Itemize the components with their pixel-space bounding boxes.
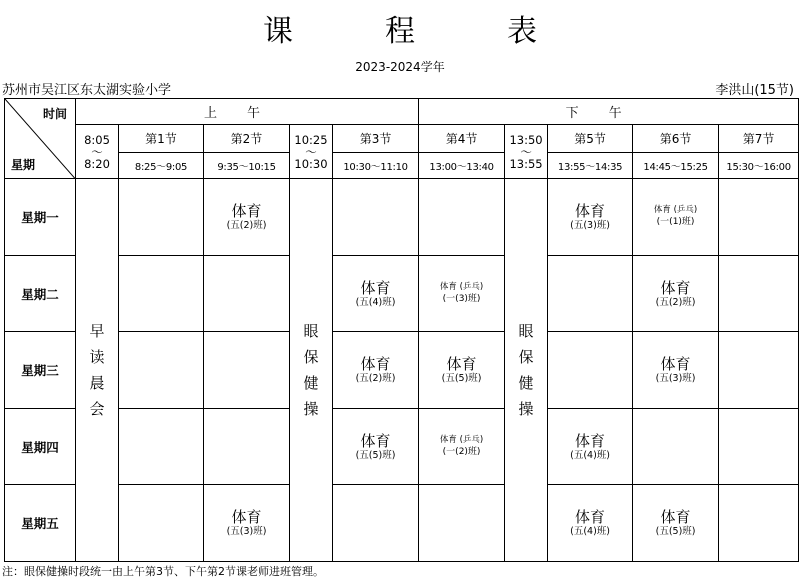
day-tuesday: 星期二	[5, 255, 76, 331]
day-thursday: 星期四	[5, 408, 76, 484]
cell-thu-p1	[119, 408, 204, 484]
cell-subject: 体育	[231, 508, 262, 527]
cell-tue-p1	[119, 255, 204, 331]
cell-thu-p4	[419, 408, 505, 484]
cell-mon-p7	[719, 179, 799, 255]
break-morning-end: 8:20	[84, 156, 110, 171]
cell-mon-p1	[119, 179, 204, 255]
cell-thu-p6	[633, 408, 719, 484]
cell-class: (一(3)班)	[442, 293, 481, 304]
period-6-label: 第6节	[633, 125, 719, 153]
cell-class: (一(1)班)	[656, 217, 695, 228]
cell-class: (五(4)班)	[570, 449, 610, 461]
cell-tue-p5	[548, 255, 633, 331]
cell-subject: 体育	[360, 431, 391, 450]
cell-wed-p7	[719, 332, 799, 408]
cell-tue-p3	[333, 255, 419, 331]
eye-exercise-char: 眼	[303, 322, 319, 341]
cell-subject: 体育	[575, 508, 606, 527]
cell-class: (五(5)班)	[441, 373, 482, 385]
cell-subject: 体育	[446, 355, 477, 374]
cell-wed-p4	[419, 332, 505, 408]
cell-wed-p5	[548, 332, 633, 408]
cell-class: (五(3)班)	[226, 526, 267, 538]
break-afternoon-end: 13:55	[509, 156, 543, 171]
cell-class: (五(3)班)	[655, 373, 696, 385]
eye-exercise-char: 操	[303, 400, 319, 419]
cell-subject: 体育	[360, 278, 391, 297]
break-mid-start: 10:25	[294, 132, 328, 147]
eye-exercise-char: 保	[303, 348, 319, 367]
break-afternoon-tilde: ～	[520, 144, 532, 159]
period-7-time: 15:30～16:00	[719, 153, 799, 179]
period-5-label: 第5节	[548, 125, 633, 153]
cell-thu-p5	[548, 408, 633, 484]
school-name: 苏州市吴江区东太湖实验小学	[2, 83, 172, 98]
cell-mon-p6	[633, 179, 719, 255]
cell-fri-p7	[719, 485, 799, 562]
cell-class: (五(4)班)	[355, 296, 396, 308]
break-afternoon-start: 13:50	[509, 132, 543, 147]
cell-fri-p3	[333, 485, 419, 562]
cell-subject: 体育 (乒乓)	[439, 434, 484, 445]
break-mid-end: 10:30	[294, 156, 328, 171]
period-6-time: 14:45～15:25	[633, 153, 719, 179]
eye-exercise-char: 眼	[518, 322, 534, 341]
break-mid-tilde: ～	[305, 144, 317, 159]
corner-day-label: 星期	[11, 158, 36, 173]
header-corner	[5, 99, 76, 179]
morning-reading-char: 早	[89, 322, 105, 341]
cell-wed-p1	[119, 332, 204, 408]
cell-wed-p6	[633, 332, 719, 408]
cell-class: (五(5)班)	[355, 449, 396, 461]
cell-mon-p2	[204, 179, 290, 255]
cell-mon-p3	[333, 179, 419, 255]
eye-exercise-column-am	[290, 179, 333, 562]
eye-exercise-char: 操	[518, 400, 534, 419]
cell-subject: 体育 (乒乓)	[653, 205, 698, 216]
period-2-label: 第2节	[204, 125, 290, 153]
cell-subject: 体育	[575, 431, 606, 450]
period-3-time: 10:30～11:10	[333, 153, 419, 179]
period-4-time: 13:00～13:40	[419, 153, 505, 179]
cell-tue-p6	[633, 255, 719, 331]
eye-exercise-char: 保	[518, 348, 534, 367]
break-afternoon	[505, 125, 548, 179]
day-monday: 星期一	[5, 179, 76, 255]
morning-reading-char: 读	[89, 348, 105, 367]
cell-class: (五(3)班)	[570, 220, 610, 232]
period-3-label: 第3节	[333, 125, 419, 153]
cell-subject: 体育	[575, 202, 606, 221]
break-morning-start: 8:05	[84, 132, 110, 147]
cell-tue-p7	[719, 255, 799, 331]
cell-subject: 体育 (乒乓)	[439, 281, 484, 292]
cell-mon-p5	[548, 179, 633, 255]
cell-tue-p2	[204, 255, 290, 331]
period-2-time: 9:35～10:15	[204, 153, 290, 179]
teacher-name: 李洪山(15节)	[715, 83, 794, 98]
corner-time-label: 时间	[42, 107, 67, 121]
cell-wed-p3	[333, 332, 419, 408]
footnote: 注：眼保健操时段统一由上午第3节、下午第2节课老师进班管理。	[2, 565, 324, 578]
cell-fri-p1	[119, 485, 204, 562]
cell-fri-p5	[548, 485, 633, 562]
cell-thu-p3	[333, 408, 419, 484]
break-mid-morning	[290, 125, 333, 179]
cell-fri-p2	[204, 485, 290, 562]
cell-class: (五(2)班)	[355, 373, 396, 385]
period-1-time: 8:25～9:05	[119, 153, 204, 179]
session-afternoon: 下午	[419, 99, 799, 125]
cell-subject: 体育	[660, 278, 691, 297]
break-morning-tilde: ～	[91, 144, 103, 159]
session-morning: 上午	[76, 99, 419, 125]
period-4-label: 第4节	[419, 125, 505, 153]
cell-class: (五(2)班)	[655, 296, 696, 308]
cell-fri-p4	[419, 485, 505, 562]
morning-reading-char: 晨	[89, 374, 105, 393]
cell-class: (五(4)班)	[570, 526, 610, 538]
day-friday: 星期五	[5, 485, 76, 562]
eye-exercise-column-pm	[505, 179, 548, 562]
cell-class: (五(5)班)	[655, 526, 696, 538]
cell-subject: 体育	[660, 355, 691, 374]
academic-year: 2023-2024学年	[355, 60, 445, 74]
day-wednesday: 星期三	[5, 332, 76, 408]
cell-subject: 体育	[360, 355, 391, 374]
cell-thu-p7	[719, 408, 799, 484]
cell-mon-p4	[419, 179, 505, 255]
period-1-label: 第1节	[119, 125, 204, 153]
cell-thu-p2	[204, 408, 290, 484]
cell-fri-p6	[633, 485, 719, 562]
page-title: 课程表	[263, 14, 629, 49]
morning-reading-char: 会	[89, 400, 105, 419]
period-5-time: 13:55～14:35	[548, 153, 633, 179]
eye-exercise-char: 健	[303, 374, 319, 393]
morning-reading-column	[76, 179, 119, 562]
break-morning	[76, 125, 119, 179]
cell-wed-p2	[204, 332, 290, 408]
timetable	[4, 98, 799, 562]
eye-exercise-char: 健	[518, 374, 534, 393]
cell-subject: 体育	[231, 202, 262, 221]
cell-subject: 体育	[660, 508, 691, 527]
cell-class: (五(2)班)	[226, 220, 267, 232]
period-7-label: 第7节	[719, 125, 799, 153]
cell-tue-p4	[419, 255, 505, 331]
cell-class: (一(2)班)	[442, 446, 481, 457]
